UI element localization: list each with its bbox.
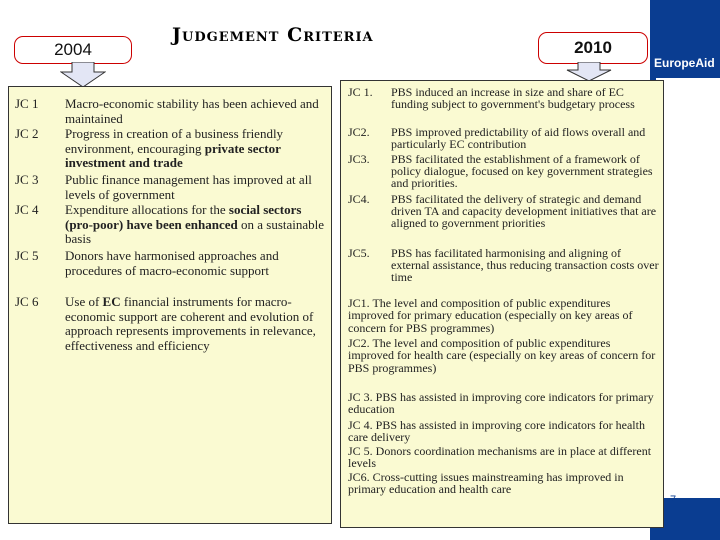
slide-title: Judgement Criteria	[172, 24, 374, 46]
down-arrow-left-icon	[60, 62, 106, 88]
criteria-text: Use of EC financial instruments for macro-economic support are coherent and evolution of approach represents improvements in relevance, effectiveness and efficiency	[65, 294, 316, 353]
criteria-code: JC 5	[15, 248, 39, 263]
criteria-code: JC4.	[348, 192, 370, 206]
criteria-text: Public finance management has improved at all levels of government	[65, 172, 312, 202]
criteria-item: JC 4. PBS has assisted in improving core indicators for health care delivery	[348, 418, 645, 445]
criteria-code: JC5.	[348, 246, 370, 260]
year-2004-label: 2004	[14, 36, 132, 64]
criteria-code: JC3.	[348, 152, 370, 166]
criteria-item: JC 5. Donors coordination mechanisms are in place at different levels	[348, 444, 652, 471]
criteria-2010-panel	[340, 80, 664, 528]
criteria-code: JC 1.	[348, 85, 373, 99]
down-arrow-right-icon	[566, 62, 612, 82]
year-2010-label: 2010	[538, 32, 648, 64]
criteria-code: JC 4	[15, 202, 39, 217]
criteria-text: Expenditure allocations for the social sectors (pro-poor) have been enhanced on a sustainable basis	[65, 202, 325, 247]
criteria-code: JC 6	[15, 294, 39, 309]
criteria-text: Macro-economic stability has been achieved and maintained	[65, 96, 319, 126]
criteria-2004-panel	[8, 86, 332, 524]
criteria-item: JC1. The level and composition of public expenditures improved for primary education (especially on key areas of concern for PBS programmes)	[348, 296, 633, 335]
criteria-code: JC2.	[348, 125, 370, 139]
criteria-text: PBS induced an increase in size and share of EC funding subject to government's budgetary process	[391, 85, 635, 111]
criteria-item: JC2. The level and composition of public expenditures improved for health care (especially on key areas of concern for PBS programmes)	[348, 336, 656, 375]
criteria-code: JC 2	[15, 126, 39, 141]
criteria-text: Progress in creation of a business friendly environment, encouraging private sector investment and trade	[65, 126, 284, 171]
criteria-item: JC 3. PBS has assisted in improving core indicators for primary education	[348, 390, 654, 417]
criteria-text: PBS improved predictability of aid flows overall and particularly EC contribution	[391, 125, 646, 151]
criteria-text: Donors have harmonised approaches and procedures of macro-economic support	[65, 248, 279, 278]
page-number: 7	[670, 494, 677, 506]
criteria-text: PBS facilitated the establishment of a framework of policy dialogue, focused on key government strategies and priorities.	[391, 152, 653, 190]
criteria-code: JC 3	[15, 172, 39, 187]
criteria-code: JC 1	[15, 96, 39, 111]
brand-strip	[656, 78, 720, 498]
criteria-text: PBS has facilitated harmonising and aligning of external assistance, thus reducing transaction costs over time	[391, 246, 659, 284]
brand-logo-text: EuropeAid	[654, 56, 715, 70]
criteria-item: JC6. Cross-cutting issues mainstreaming has improved in primary education and health care	[348, 470, 624, 497]
criteria-text: PBS facilitated the delivery of strategic and demand driven TA and capacity development initiatives that are aligned to government priorities	[391, 192, 657, 230]
